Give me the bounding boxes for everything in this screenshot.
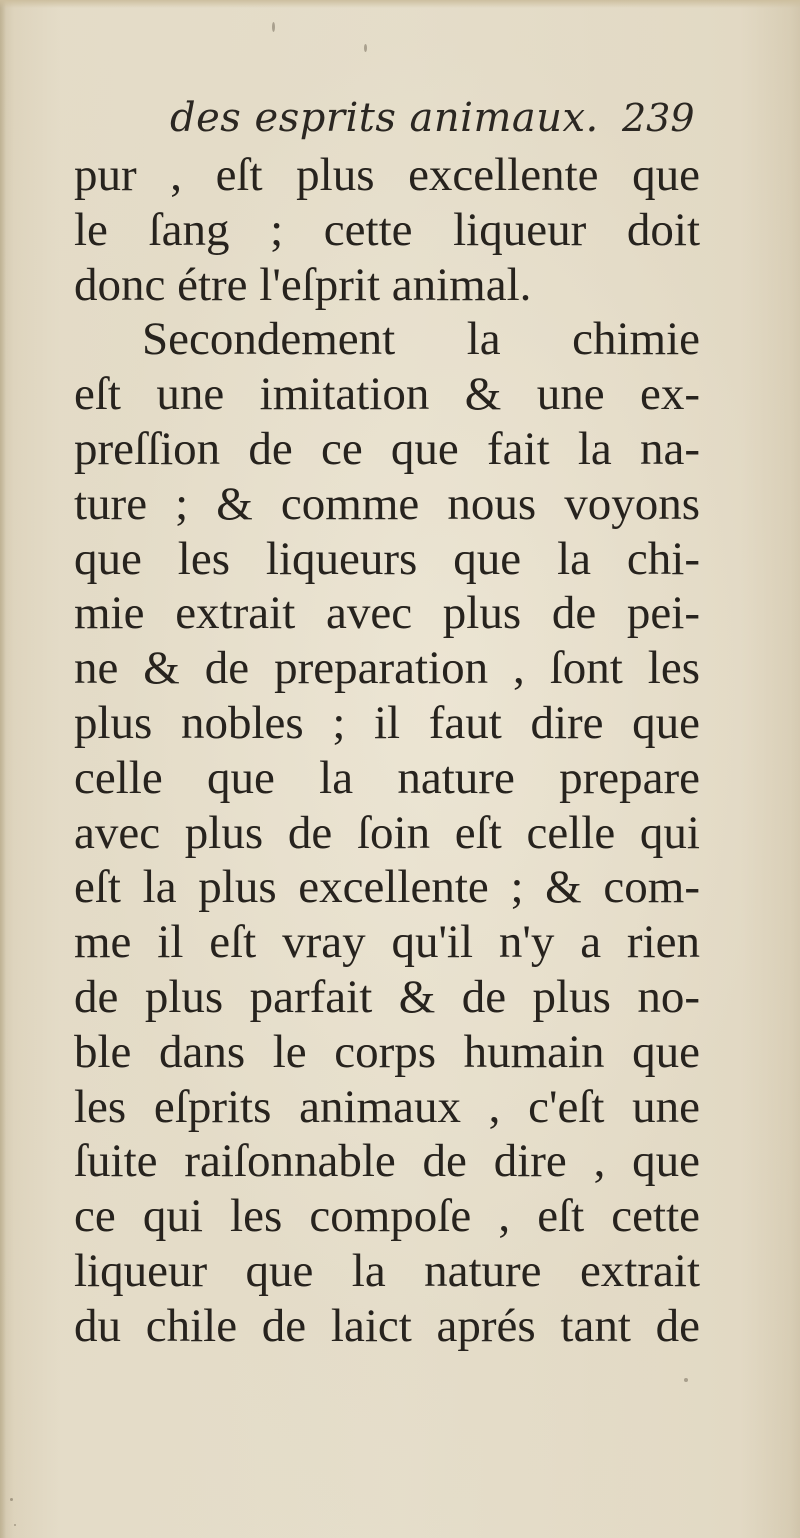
text-line: me il eſt vray qu'il n'y a rien	[74, 916, 700, 969]
text-line: eſt la plus excellente ; & com-	[74, 861, 700, 914]
paper-speck	[684, 1378, 688, 1382]
text-line: les eſprits animaux , c'eſt une	[74, 1080, 700, 1133]
text-line: ble dans le corps humain que	[74, 1025, 700, 1078]
paper-speck	[10, 1498, 13, 1501]
text-line: ture ; & comme nous voyons	[74, 477, 700, 530]
text-line: pur , eſt plus excellente que	[74, 149, 700, 201]
text-line: eſt une imitation & une ex-	[74, 368, 700, 421]
running-head-title: des esprits animaux.	[170, 95, 599, 141]
text-line: donc étre l'eſprit animal.	[74, 258, 532, 311]
text-line: ne & de preparation , ſont les	[74, 642, 700, 695]
paper-speck	[14, 1524, 16, 1526]
text-line: le ſang ; cette liqueur doit	[74, 203, 700, 256]
text-line: preſſion de ce que fait la na-	[74, 422, 700, 475]
page-top-shadow	[0, 0, 800, 8]
page-edge-shadow	[0, 0, 6, 1538]
body-text	[74, 148, 700, 1354]
paper-speck	[272, 22, 275, 32]
paper-speck	[364, 44, 367, 52]
text-line: de plus parfait & de plus no-	[74, 970, 700, 1023]
text-line: celle que la nature prepare	[74, 751, 700, 804]
text-line: avec plus de ſoin eſt celle qui	[74, 806, 700, 859]
page-number: 239	[622, 96, 695, 140]
text-line: ce qui les compoſe , eſt cette	[74, 1190, 700, 1243]
text-line: Secondement la chimie	[142, 313, 700, 366]
text-line: que les liqueurs que la chi-	[74, 532, 700, 585]
text-line: liqueur que la nature extrait	[74, 1244, 700, 1297]
text-line: du chile de laict aprés tant de	[74, 1299, 700, 1352]
text-line: ſuite raiſonnable de dire , que	[74, 1135, 700, 1188]
running-head	[0, 92, 800, 152]
text-line: mie extrait avec plus de pei-	[74, 587, 700, 640]
text-line: plus nobles ; il faut dire que	[74, 696, 700, 749]
